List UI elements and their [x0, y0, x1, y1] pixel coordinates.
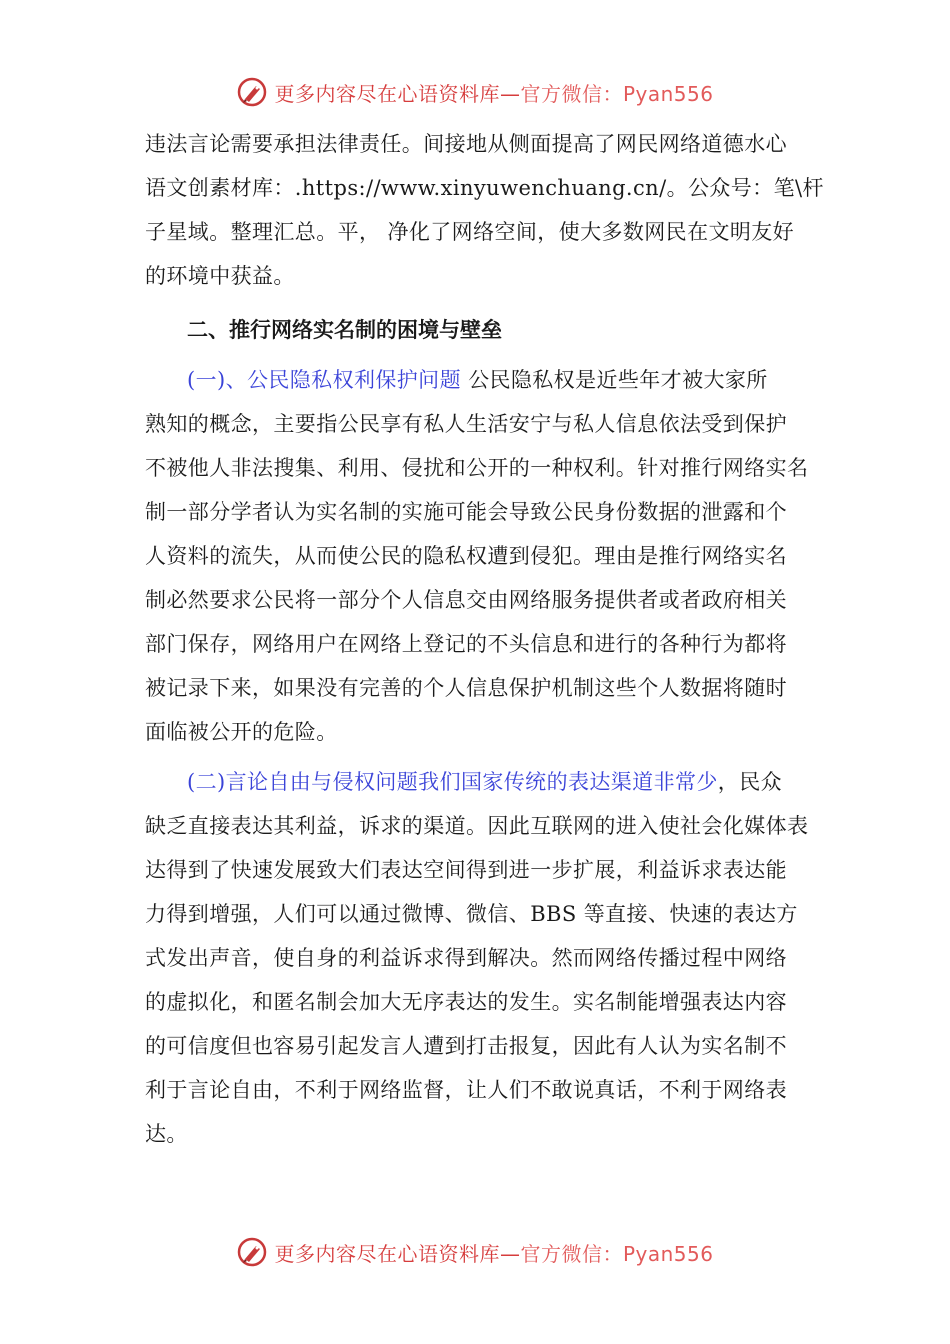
text-line: 的虚拟化，和匿名制会加大无序表达的发生。实名制能增强表达内容	[145, 990, 787, 1014]
text-line: 达得到了快速发展致大们表达空间得到进一步扩展，利益诉求表达能	[145, 858, 787, 882]
text-line: 子星域。整理汇总。平， 净化了网络空间，使大多数网民在文明友好	[145, 220, 795, 244]
text-line	[145, 358, 835, 402]
text-line: 人资料的流失，从而使公民的隐私权遭到侵犯。理由是推行网络实名	[145, 544, 787, 568]
footer-banner	[0, 1232, 950, 1272]
section-heading: 二、推行网络实名制的困境与壁垒	[187, 318, 502, 342]
subsection-speech-paragraph	[145, 760, 835, 1156]
text-line: 熟知的概念，主要指公民享有私人生活安宁与私人信息依法受到保护	[145, 412, 787, 436]
text-line: 力得到增强，人们可以通过微博、微信、BBS 等直接、快速的表达方	[145, 902, 798, 926]
text-line: 被记录下来，如果没有完善的个人信息保护机制这些个人数据将随时	[145, 676, 787, 700]
text-line: 部门保存，网络用户在网络上登记的不头信息和进行的各种行为都将	[145, 632, 787, 656]
text-line: 利于言论自由，不利于网络监督，让人们不敢说真话，不利于网络表	[145, 1078, 787, 1102]
banner-wechat-text: 官方微信：Pyan556	[520, 81, 714, 106]
text-line: 的环境中获益。	[145, 264, 295, 288]
document-body	[145, 122, 835, 1156]
header-banner	[0, 72, 950, 112]
text-line: 制一部分学者认为实名制的实施可能会导致公民身份数据的泄露和个	[145, 500, 787, 524]
text-run: 公民隐私权是近些年才被大家所	[461, 368, 768, 392]
text-line: 违法言论需要承担法律责任。间接地从侧面提高了网民网络道德水心	[145, 132, 787, 156]
text-line: 语文创素材库：.https://www.xinyuwenchuang.cn/。公众号：笔\杆	[145, 176, 824, 200]
text-run: ，民众	[717, 770, 782, 794]
subsection-title-privacy: (一)、公民隐私权利保护问题	[187, 368, 461, 392]
text-line	[145, 760, 835, 804]
intro-paragraph	[145, 122, 835, 298]
pen-nib-logo-icon	[236, 76, 268, 108]
text-line: 式发出声音，使自身的利益诉求得到解决。然而网络传播过程中网络	[145, 946, 787, 970]
banner-separator: —	[499, 81, 521, 106]
banner-text	[274, 1238, 713, 1267]
text-line: 缺乏直接表达其利益，诉求的渠道。因此互联网的进入使社会化媒体表	[145, 814, 809, 838]
text-line: 制必然要求公民将一部分个人信息交由网络服务提供者或者政府相关	[145, 588, 787, 612]
banner-text	[274, 78, 713, 107]
subsection-privacy-paragraph	[145, 358, 835, 754]
text-line: 的可信度但也容易引起发言人遭到打击报复，因此有人认为实名制不	[145, 1034, 787, 1058]
banner-wechat-text: 官方微信：Pyan556	[520, 1241, 714, 1266]
text-line: 面临被公开的危险。	[145, 720, 338, 744]
text-line: 不被他人非法搜集、利用、侵扰和公开的一种权利。针对推行网络实名	[145, 456, 809, 480]
pen-nib-logo-icon	[236, 1236, 268, 1268]
banner-main-text: 更多内容尽在心语资料库	[274, 1241, 500, 1266]
banner-separator: —	[499, 1241, 521, 1266]
text-line: 达。	[145, 1122, 188, 1146]
banner-main-text: 更多内容尽在心语资料库	[274, 81, 500, 106]
subsection-title-speech: (二)言论自由与侵权问题我们国家传统的表达渠道非常少	[187, 770, 718, 794]
